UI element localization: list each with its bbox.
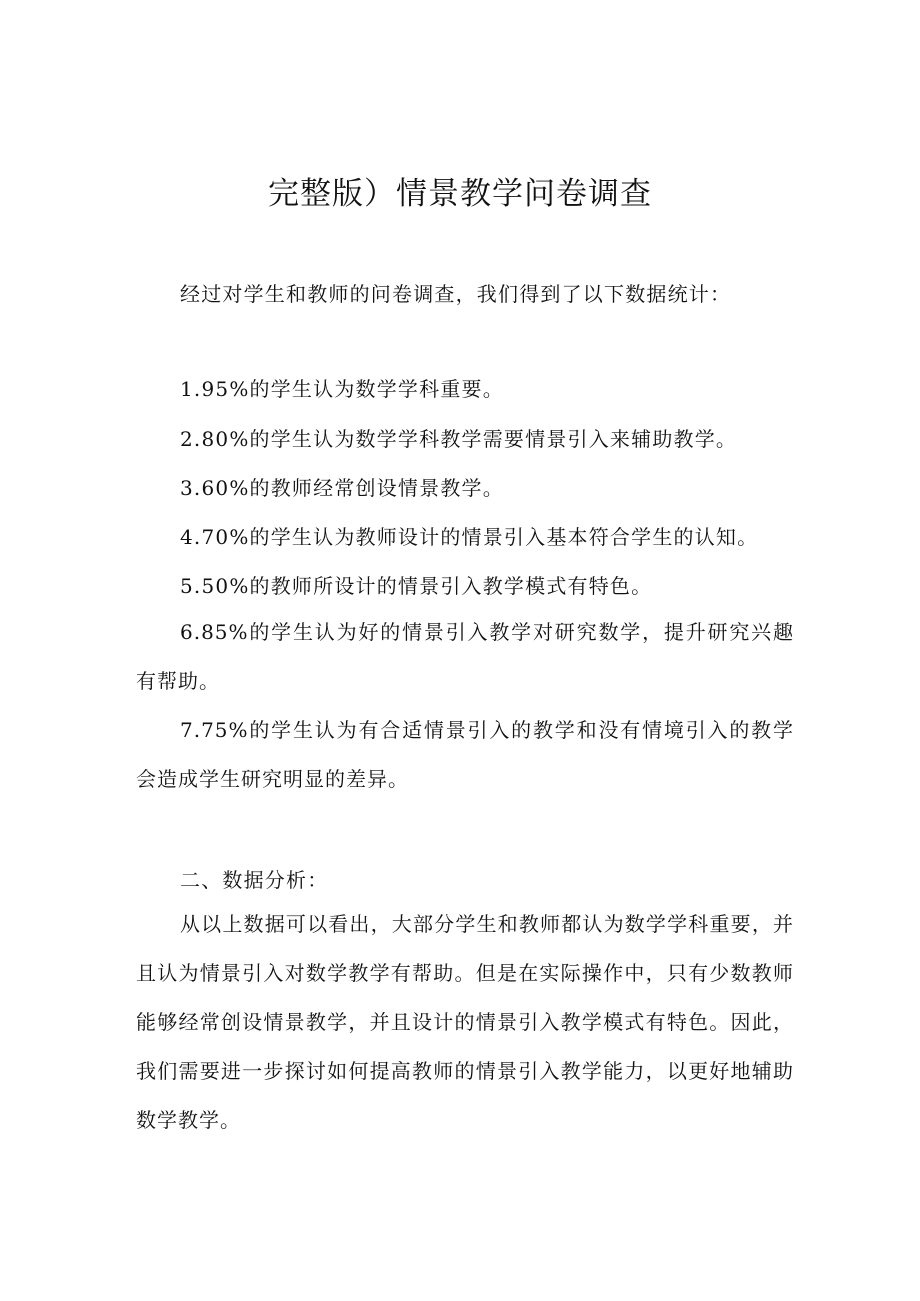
finding-1: 1.95%的学生认为数学学科重要。 xyxy=(180,377,504,401)
finding-4: 4.70%的学生认为教师设计的情景引入基本符合学生的认知。 xyxy=(180,525,759,549)
finding-6: 6.85%的学生认为好的情景引入教学对研究数学，提升研究兴趣有帮助。 xyxy=(136,620,794,693)
page-title: 完整版）情景教学问卷调查 xyxy=(268,176,652,212)
section-heading: 二、数据分析： xyxy=(180,868,329,892)
analysis-paragraph: 从以上数据可以看出，大部分学生和教师都认为数学学科重要，并且认为情景引入对数学教学有帮助。但是在实际操作中，只有少数教师能够经常创设情景教学，并且设计的情景引入教学模式有特色。因此，我们需要进一步探讨如何提高教师的情景引入教学能力，以更好地辅助数学教学。 xyxy=(136,912,794,1132)
intro-text: 经过对学生和教师的问卷调查，我们得到了以下数据统计： xyxy=(180,282,732,306)
finding-3: 3.60%的教师经常创设情景教学。 xyxy=(180,476,504,500)
finding-2: 2.80%的学生认为数学学科教学需要情景引入来辅助教学。 xyxy=(180,427,738,451)
finding-7: 7.75%的学生认为有合适情景引入的教学和没有情境引入的教学会造成学生研究明显的差异。 xyxy=(136,718,794,791)
finding-5: 5.50%的教师所设计的情景引入教学模式有特色。 xyxy=(180,574,653,598)
